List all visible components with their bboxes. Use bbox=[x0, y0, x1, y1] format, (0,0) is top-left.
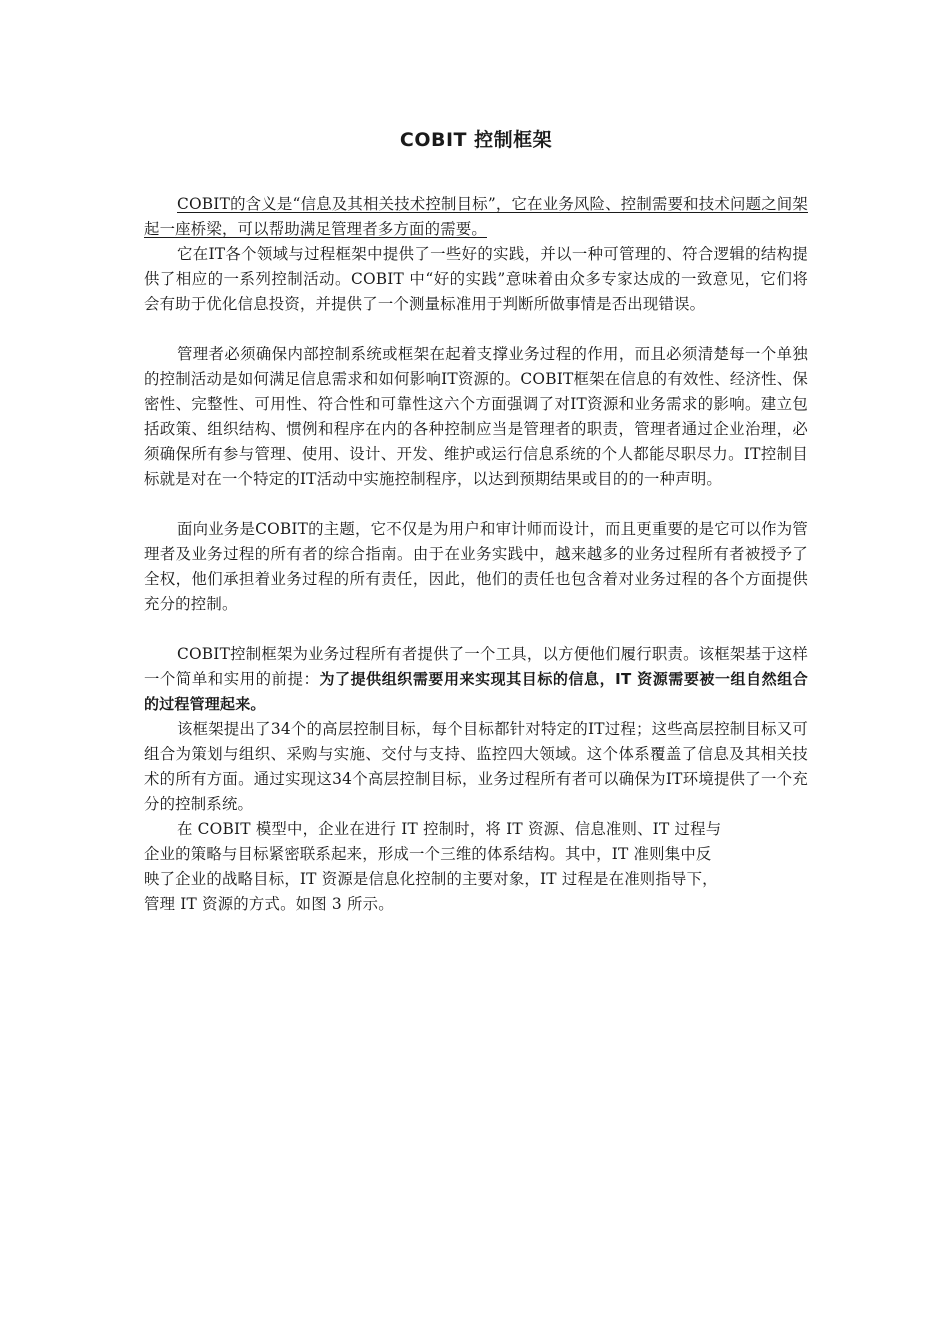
underlined-definition-text: COBIT的含义是“信息及其相关技术控制目标”，它在业务风险、控制需要和技术问题之间架起一座桥梁，可以帮助满足管理者多方面的需要。 bbox=[144, 195, 808, 238]
paragraph-cobit-model bbox=[144, 817, 808, 917]
paragraph-good-practice: 它在IT各个领域与过程框架中提供了一些好的实践，并以一种可管理的、符合逻辑的结构提供了相应的一系列控制活动。COBIT 中“好的实践”意味着由众多专家达成的一致意见，它们将会有助于优化信息投资，并提供了一个测量标准用于判断所做事情是否出现错误。 bbox=[144, 245, 808, 313]
model-line-4: 管理 IT 资源的方式。如图 3 所示。 bbox=[144, 895, 394, 913]
premise-bold-text: 为了提供组织需要用来实现其目标的信息，IT 资源需要被一组自然组合的过程管理起来。 bbox=[144, 670, 808, 713]
paragraph-management-responsibility: 管理者必须确保内部控制系统或框架在起着支撑业务过程的作用，而且必须清楚每一个单独的控制活动是如何满足信息需求和如何影响IT资源的。COBIT框架在信息的有效性、经济性、保密性、完整性、可用性、符合性和可靠性这六个方面强调了对IT资源和业务需求的影响。建立包括政策、组织结构、惯例和程序在内的各种控制应当是管理者的职责，管理者通过企业治理，必须确保所有参与管理、使用、设计、开发、维护或运行信息系统的个人都能尽职尽力。IT控制目标就是对在一个特定的IT活动中实施控制程序，以达到预期结果或目的的一种声明。 bbox=[144, 345, 808, 488]
page-title: COBIT 控制框架 bbox=[399, 129, 553, 151]
paragraph-business-orientation: 面向业务是COBIT的主题，它不仅是为用户和审计师而设计，而且更重要的是它可以作为管理者及业务过程的所有者的综合指南。由于在业务实践中，越来越多的业务过程所有者被授予了全权，他们承担着业务过程的所有责任，因此，他们的责任也包含着对业务过程的各个方面提供充分的控制。 bbox=[144, 520, 808, 613]
paragraph-control-objectives: 该框架提出了34个的高层控制目标，每个目标都针对特定的IT过程；这些高层控制目标又可组合为策划与组织、采购与实施、交付与支持、监控四大领域。这个体系覆盖了信息及其相关技术的所有方面。通过实现这34个高层控制目标，业务过程所有者可以确保为IT环境提供了一个充分的控制系统。 bbox=[144, 720, 808, 813]
model-line-1: 在 COBIT 模型中，企业在进行 IT 控制时，将 IT 资源、信息准则、IT 过程与 bbox=[177, 820, 722, 838]
document-page bbox=[144, 120, 808, 917]
model-line-3: 映了企业的战略目标，IT 资源是信息化控制的主要对象，IT 过程是在准则指导下， bbox=[144, 870, 718, 888]
premise-intro-text: COBIT控制框架为业务过程所有者提供了一个工具，以方便他们履行职责。该框架基于这样一个简单和实用的前提： bbox=[144, 645, 808, 688]
model-line-2: 企业的策略与目标紧密联系起来，形成一个三维的体系结构。其中，IT 准则集中反 bbox=[144, 845, 712, 863]
paragraph-framework-premise bbox=[144, 642, 808, 717]
paragraph-definition bbox=[144, 192, 808, 242]
